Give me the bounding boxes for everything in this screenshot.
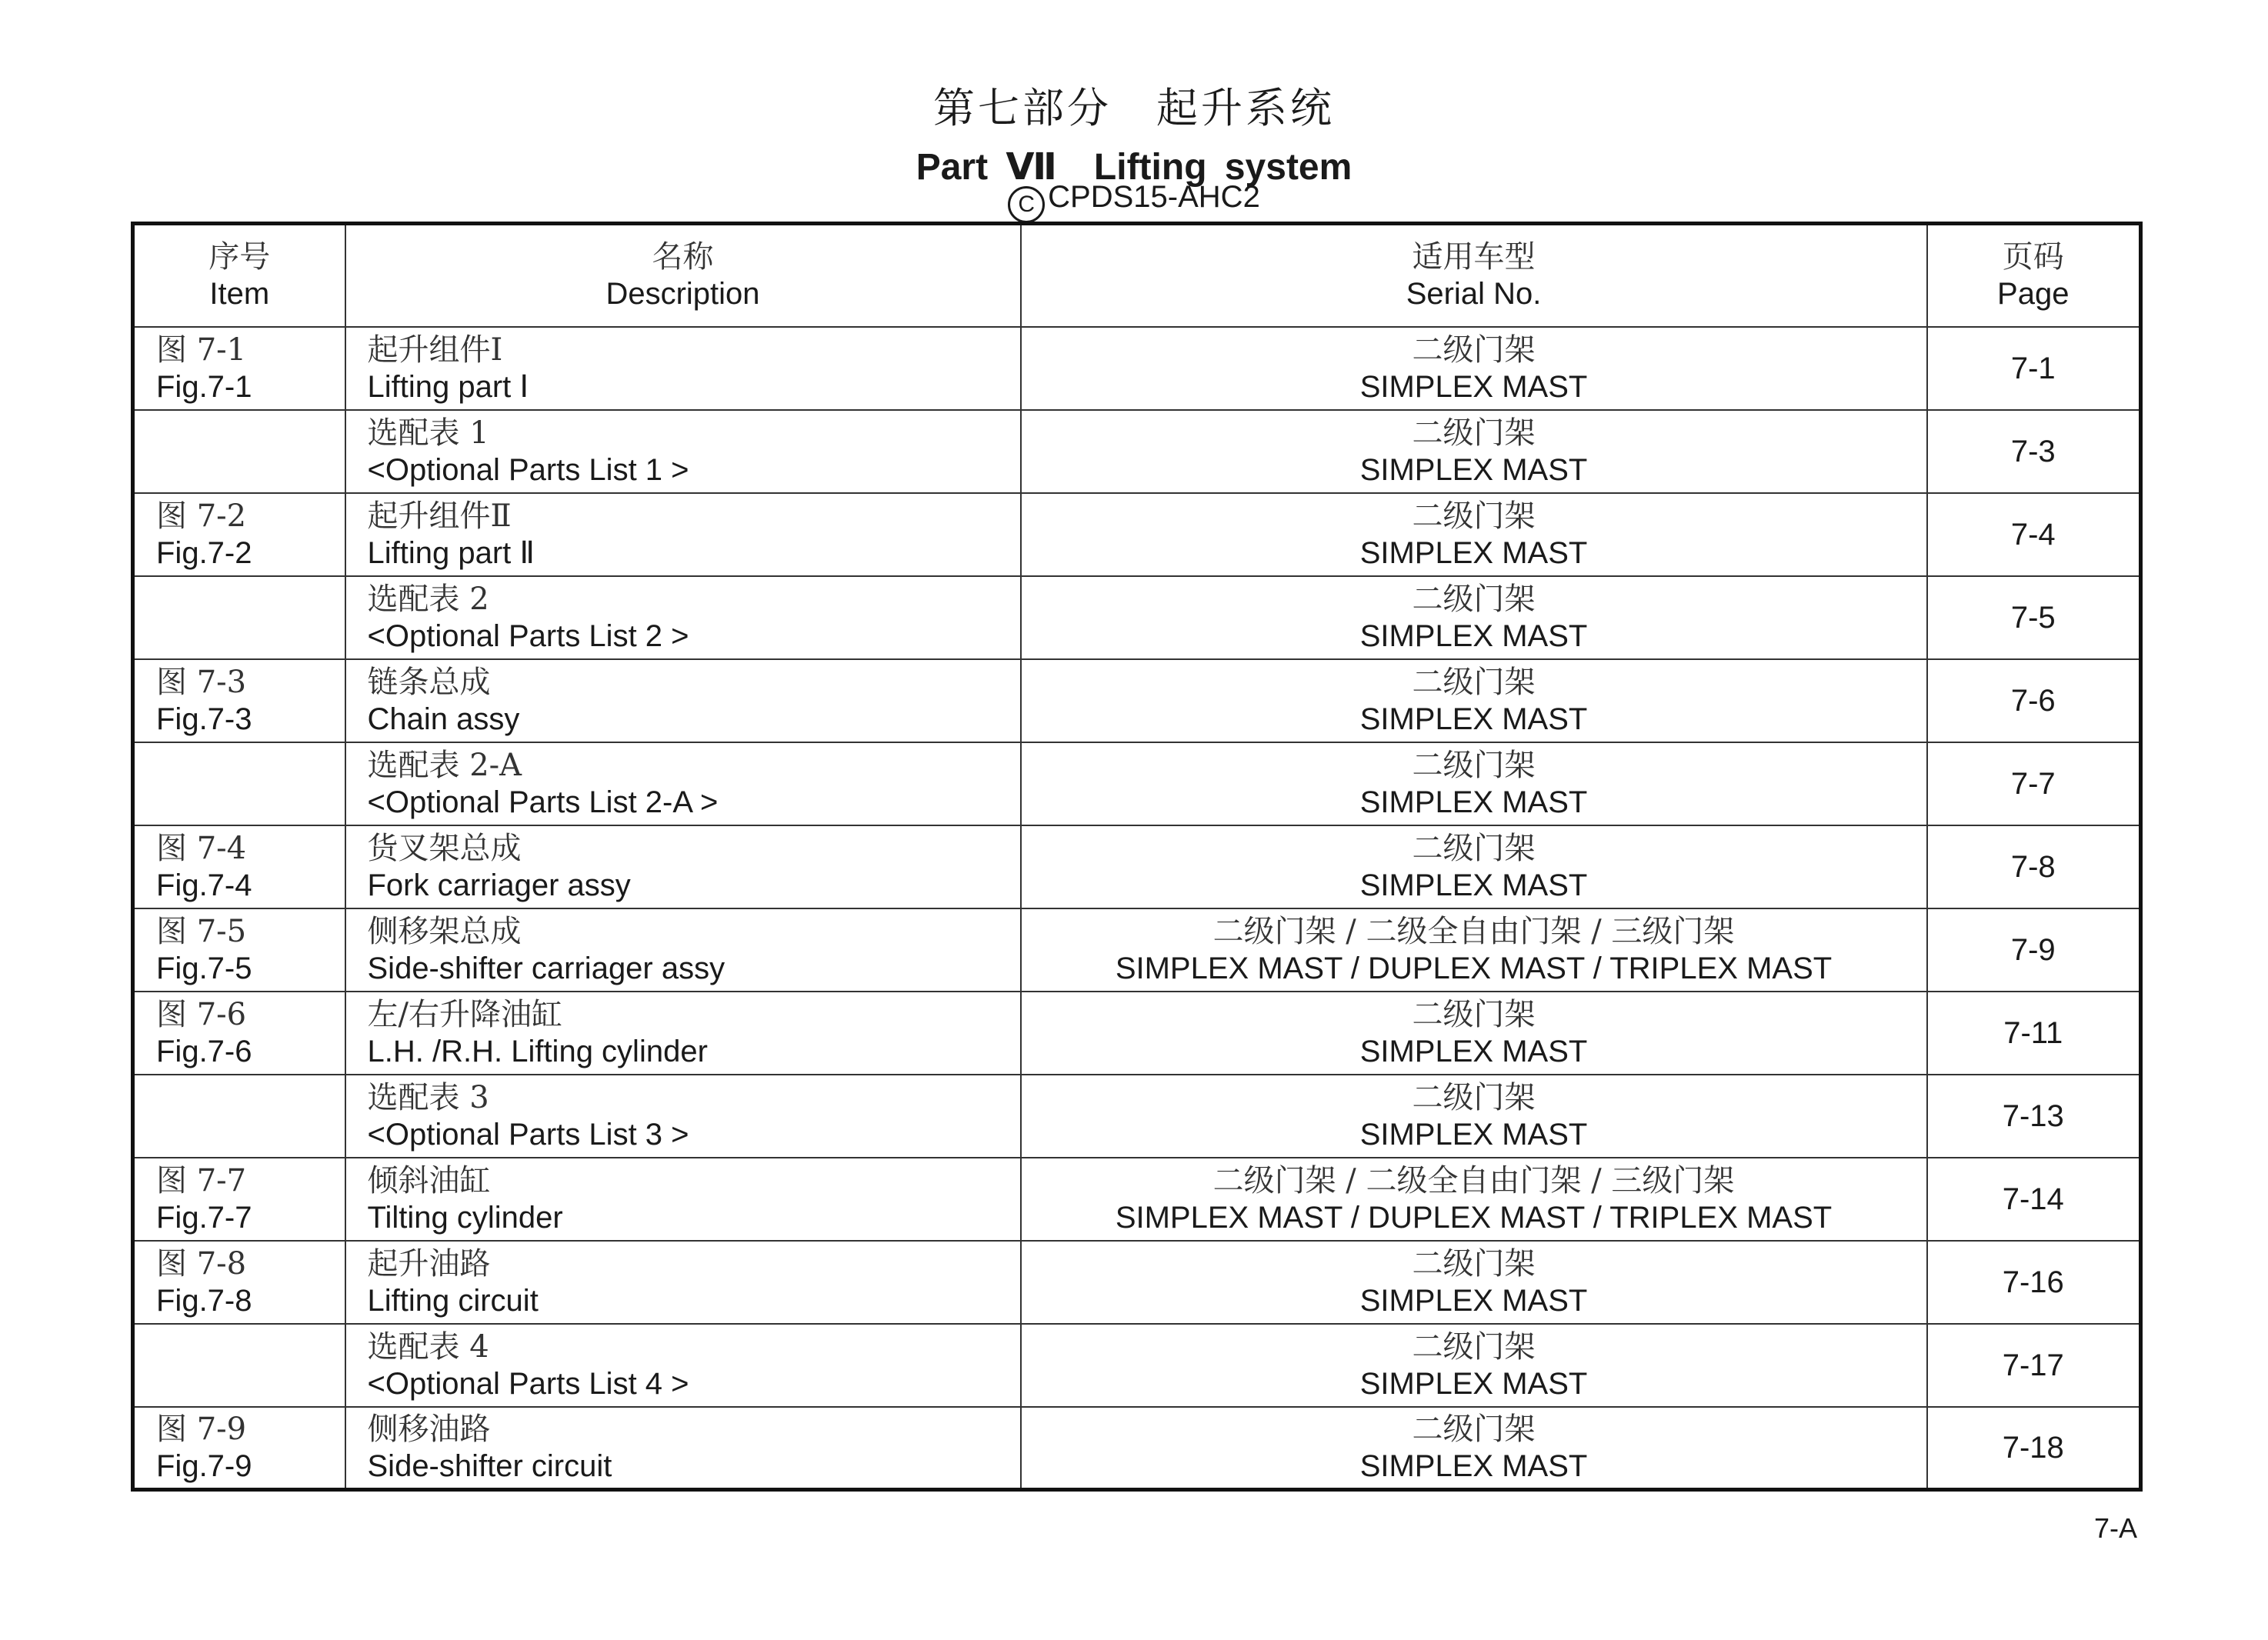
header-page-cn: 页码	[2002, 239, 2064, 275]
page-title-en: Part Ⅶ Lifting system	[916, 147, 1352, 188]
header-serial	[1021, 224, 1927, 327]
item-cn: 图 7-3	[156, 664, 247, 700]
page-cell: 7-4	[1927, 493, 2141, 576]
model-line	[0, 180, 2268, 223]
description-cell	[345, 493, 1021, 576]
header-item-cn: 序号	[208, 239, 271, 275]
description-cell	[345, 327, 1021, 410]
serial-en: SIMPLEX MAST	[1359, 1283, 1588, 1318]
serial-en: SIMPLEX MAST	[1359, 702, 1588, 736]
item-cell	[133, 493, 345, 576]
serial-cn: 二级门架	[1412, 581, 1536, 617]
description-cn: 左/右升降油缸	[367, 996, 562, 1032]
item-en: Fig.7-2	[156, 535, 252, 570]
item-cell	[133, 576, 345, 659]
serial-cn: 二级门架	[1412, 498, 1536, 534]
header-description	[345, 224, 1021, 327]
table-row	[133, 659, 2141, 742]
header-item	[133, 224, 345, 327]
description-cell	[345, 1324, 1021, 1407]
item-en: Fig.7-9	[156, 1448, 252, 1483]
serial-cn: 二级门架	[1412, 1245, 1536, 1282]
page-cell: 7-14	[1927, 1158, 2141, 1241]
serial-cell	[1021, 992, 1927, 1075]
page-cell: 7-7	[1927, 742, 2141, 825]
item-cn: 图 7-9	[156, 1411, 247, 1447]
description-en: Lifting circuit	[367, 1283, 539, 1318]
description-cell	[345, 992, 1021, 1075]
item-en: Fig.7-8	[156, 1283, 252, 1318]
serial-en: SIMPLEX MAST / DUPLEX MAST / TRIPLEX MAST	[1115, 1200, 1833, 1235]
item-cell	[133, 1407, 345, 1490]
description-cn: 选配表 1	[367, 415, 489, 451]
item-en: Fig.7-4	[156, 868, 252, 902]
description-cn: 选配表 3	[367, 1079, 489, 1115]
serial-cn: 二级门架	[1412, 1079, 1536, 1115]
serial-cell	[1021, 825, 1927, 908]
table-row	[133, 1158, 2141, 1241]
item-cell	[133, 908, 345, 992]
serial-cn: 二级门架	[1412, 1328, 1536, 1365]
serial-cell	[1021, 1158, 1927, 1241]
table-row	[133, 493, 2141, 576]
header-item-en: Item	[209, 277, 270, 312]
item-en: Fig.7-5	[156, 951, 252, 985]
page-cell: 7-5	[1927, 576, 2141, 659]
table-row	[133, 1407, 2141, 1490]
copyright-icon: C	[1008, 186, 1045, 223]
serial-en: SIMPLEX MAST	[1359, 785, 1588, 819]
description-cell	[345, 908, 1021, 992]
serial-cn: 二级门架	[1412, 332, 1536, 368]
description-en: Tilting cylinder	[367, 1200, 563, 1235]
serial-cn: 二级门架	[1412, 747, 1536, 783]
table-row	[133, 825, 2141, 908]
table-row	[133, 1324, 2141, 1407]
description-en: Fork carriager assy	[367, 868, 631, 902]
item-cell	[133, 1241, 345, 1324]
table-row	[133, 576, 2141, 659]
serial-en: SIMPLEX MAST	[1359, 618, 1588, 653]
item-cell	[133, 1075, 345, 1158]
item-cn: 图 7-1	[156, 332, 247, 368]
item-cn: 图 7-5	[156, 913, 247, 949]
serial-cell	[1021, 908, 1927, 992]
page-cell: 7-3	[1927, 410, 2141, 493]
serial-cell	[1021, 1407, 1927, 1490]
description-en: <Optional Parts List 4 >	[367, 1366, 689, 1401]
description-cn: 起升组件Ⅱ	[367, 498, 512, 534]
description-en: Chain assy	[367, 702, 520, 736]
table-row	[133, 327, 2141, 410]
item-cn: 图 7-6	[156, 996, 247, 1032]
serial-en: SIMPLEX MAST	[1359, 535, 1588, 570]
table-row	[133, 410, 2141, 493]
description-cn: 货叉架总成	[367, 830, 522, 866]
item-cn: 图 7-2	[156, 498, 247, 534]
serial-cell	[1021, 742, 1927, 825]
table-row	[133, 1241, 2141, 1324]
page-cell: 7-17	[1927, 1324, 2141, 1407]
table-row	[133, 908, 2141, 992]
serial-cell	[1021, 1324, 1927, 1407]
page-cell: 7-9	[1927, 908, 2141, 992]
model-number: CPDS15-AHC2	[1048, 180, 1260, 214]
description-en: <Optional Parts List 2 >	[367, 618, 689, 653]
description-en: Lifting part Ⅱ	[367, 535, 535, 570]
page-number: 7-A	[2093, 1512, 2137, 1544]
serial-cell	[1021, 493, 1927, 576]
description-cn: 选配表 2	[367, 581, 489, 617]
serial-cell	[1021, 1241, 1927, 1324]
description-cell	[345, 410, 1021, 493]
serial-cell	[1021, 327, 1927, 410]
description-cell	[345, 1407, 1021, 1490]
item-en: Fig.7-1	[156, 369, 252, 404]
header-serial-cn: 适用车型	[1412, 239, 1536, 275]
description-en: <Optional Parts List 2-A >	[367, 785, 719, 819]
serial-cn: 二级门架	[1412, 996, 1536, 1032]
serial-cell	[1021, 1075, 1927, 1158]
serial-en: SIMPLEX MAST / DUPLEX MAST / TRIPLEX MAST	[1115, 951, 1833, 985]
item-cell	[133, 1324, 345, 1407]
item-cn: 图 7-7	[156, 1162, 247, 1198]
description-cn: 侧移架总成	[367, 913, 522, 949]
serial-en: SIMPLEX MAST	[1359, 868, 1588, 902]
serial-en: SIMPLEX MAST	[1359, 1448, 1588, 1483]
page-cell: 7-8	[1927, 825, 2141, 908]
parts-index-table	[131, 222, 2143, 1492]
serial-en: SIMPLEX MAST	[1359, 1366, 1588, 1401]
description-en: L.H. /R.H. Lifting cylinder	[367, 1034, 708, 1068]
item-en: Fig.7-6	[156, 1034, 252, 1068]
description-cn: 侧移油路	[367, 1411, 491, 1447]
header-page-en: Page	[1997, 277, 2070, 312]
header-description-en: Description	[605, 277, 760, 312]
item-cn: 图 7-8	[156, 1245, 247, 1282]
item-cell	[133, 1158, 345, 1241]
table-row	[133, 1075, 2141, 1158]
item-cell	[133, 992, 345, 1075]
description-en: Side-shifter circuit	[367, 1448, 612, 1483]
description-en: Lifting part Ⅰ	[367, 369, 529, 404]
table-row	[133, 742, 2141, 825]
description-en: Side-shifter carriager assy	[367, 951, 725, 985]
page-cell: 7-11	[1927, 992, 2141, 1075]
serial-en: SIMPLEX MAST	[1359, 452, 1588, 487]
description-cell	[345, 742, 1021, 825]
description-en: <Optional Parts List 1 >	[367, 452, 689, 487]
item-cell	[133, 742, 345, 825]
description-cn: 起升油路	[367, 1245, 491, 1282]
item-cn: 图 7-4	[156, 830, 247, 866]
table-header-row	[133, 224, 2141, 327]
item-en: Fig.7-3	[156, 702, 252, 736]
item-cell	[133, 410, 345, 493]
serial-cn: 二级门架	[1412, 1411, 1536, 1447]
description-cell	[345, 1075, 1021, 1158]
description-cn: 选配表 2-A	[367, 747, 522, 783]
item-cell	[133, 659, 345, 742]
serial-cell	[1021, 410, 1927, 493]
item-cell	[133, 327, 345, 410]
serial-en: SIMPLEX MAST	[1359, 1117, 1588, 1152]
description-cell	[345, 1158, 1021, 1241]
serial-cn: 二级门架	[1412, 830, 1536, 866]
description-cell	[345, 1241, 1021, 1324]
serial-cell	[1021, 576, 1927, 659]
page-cell: 7-16	[1927, 1241, 2141, 1324]
serial-en: SIMPLEX MAST	[1359, 1034, 1588, 1068]
description-cell	[345, 659, 1021, 742]
description-cn: 倾斜油缸	[367, 1162, 491, 1198]
serial-cn: 二级门架 / 二级全自由门架 / 三级门架	[1212, 1162, 1735, 1198]
description-en: <Optional Parts List 3 >	[367, 1117, 689, 1152]
description-cn: 选配表 4	[367, 1328, 489, 1365]
serial-cell	[1021, 659, 1927, 742]
item-cell	[133, 825, 345, 908]
item-en: Fig.7-7	[156, 1200, 252, 1235]
page-cell: 7-6	[1927, 659, 2141, 742]
page-cell: 7-13	[1927, 1075, 2141, 1158]
description-cell	[345, 576, 1021, 659]
page-cell: 7-1	[1927, 327, 2141, 410]
serial-cn: 二级门架 / 二级全自由门架 / 三级门架	[1212, 913, 1735, 949]
serial-cn: 二级门架	[1412, 664, 1536, 700]
description-cell	[345, 825, 1021, 908]
serial-cn: 二级门架	[1412, 415, 1536, 451]
header-serial-en: Serial No.	[1406, 277, 1542, 312]
header-page	[1927, 224, 2141, 327]
header-description-cn: 名称	[652, 239, 714, 275]
description-cn: 起升组件Ⅰ	[367, 332, 503, 368]
description-cn: 链条总成	[367, 664, 491, 700]
table-row	[133, 992, 2141, 1075]
page-title-cn: 第七部分 起升系统	[933, 84, 1335, 132]
serial-en: SIMPLEX MAST	[1359, 369, 1588, 404]
page-cell: 7-18	[1927, 1407, 2141, 1490]
